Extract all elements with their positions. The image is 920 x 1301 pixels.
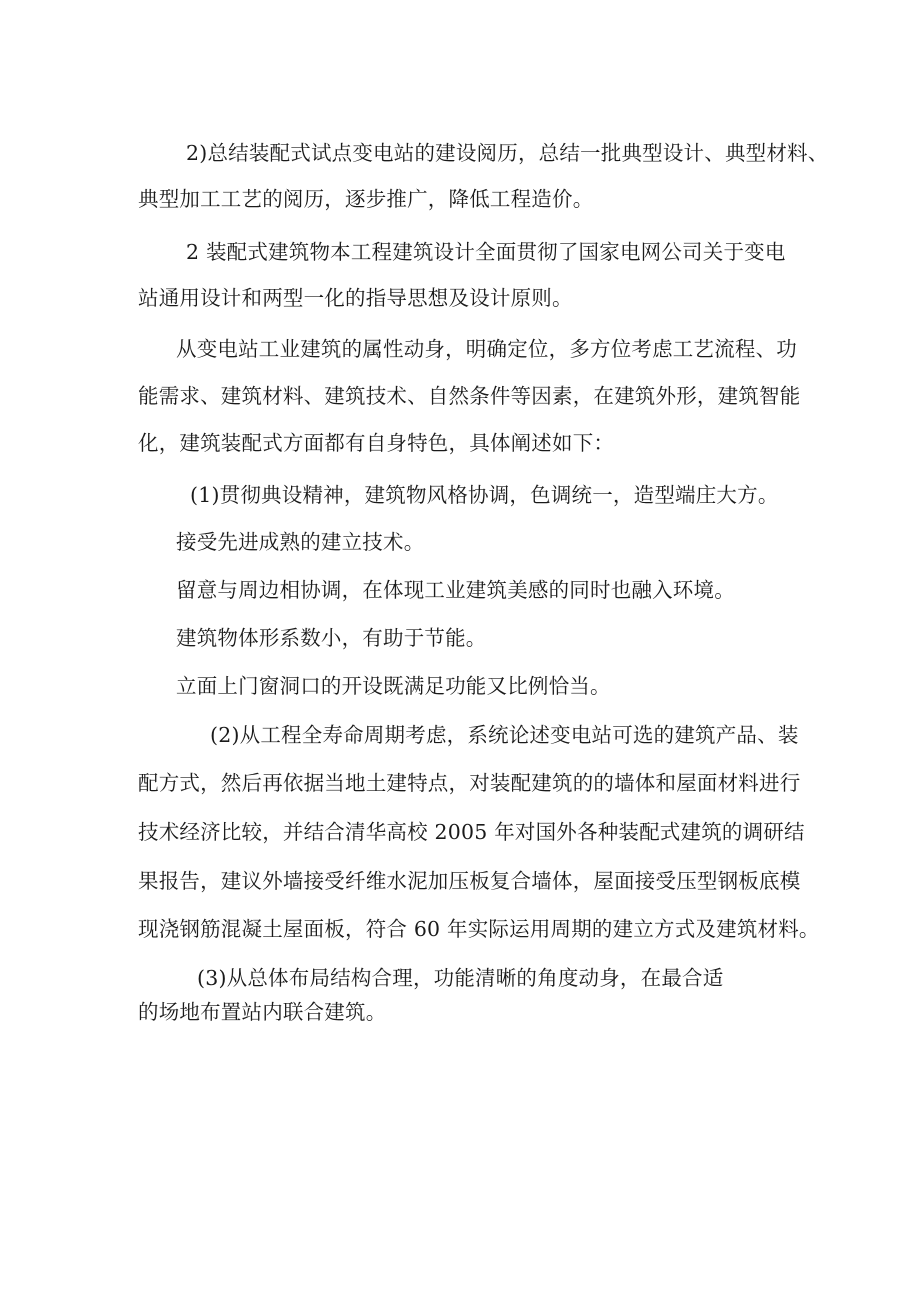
text-line-16: 果报告，建议外墙接受纤维水泥加压板复合墙体，屋面接受压型钢板底模 <box>138 869 801 893</box>
text-line-18: (3)从总体布局结构合理，功能清晰的角度动身，在最合适 <box>197 966 724 990</box>
text-line-8: (1)贯彻典设精神，建筑物风格协调，色调统一，造型端庄大方。 <box>190 483 779 507</box>
text-line-5: 从变电站工业建筑的属性动身，明确定位，多方位考虑工艺流程、功 <box>176 337 797 361</box>
text-line-7: 化，建筑装配式方面都有自身特色，具体阐述如下： <box>138 431 615 455</box>
text-line-10: 留意与周边相协调，在体现工业建筑美感的同时也融入环境。 <box>176 578 735 602</box>
text-line-9: 接受先进成熟的建立技术。 <box>176 530 425 554</box>
text-line-14: 配方式，然后再依据当地土建特点，对装配建筑的的墙体和屋面材料进行 <box>138 771 801 795</box>
text-line-4: 站通用设计和两型一化的指导思想及设计原则。 <box>138 286 573 310</box>
text-line-15: 技术经济比较，并结合清华高校 2005 年对国外各种装配式建筑的调研结 <box>138 820 805 844</box>
text-line-6: 能需求、建筑材料、建筑技术、自然条件等因素，在建筑外形，建筑智能 <box>138 384 801 408</box>
text-line-13: (2)从工程全寿命周期考虑，系统论述变电站可选的建筑产品、装 <box>210 723 799 747</box>
text-line-12: 立面上门窗洞口的开设既满足功能又比例恰当。 <box>176 674 611 698</box>
text-line-11: 建筑物体形系数小，有助于节能。 <box>176 626 487 650</box>
text-line-2: 典型加工工艺的阅历，逐步推广，降低工程造价。 <box>138 187 594 211</box>
text-line-17: 现浇钢筋混凝土屋面板，符合 60 年实际运用周期的建立方式及建筑材料。 <box>138 917 820 941</box>
text-line-19: 的场地布置站内联合建筑。 <box>138 1000 387 1024</box>
text-line-3: 2 装配式建筑物本工程建筑设计全面贯彻了国家电网公司关于变电 <box>186 240 786 264</box>
text-line-1: 2)总结装配式试点变电站的建设阅历，总结一批典型设计、典型材料、 <box>186 141 829 165</box>
